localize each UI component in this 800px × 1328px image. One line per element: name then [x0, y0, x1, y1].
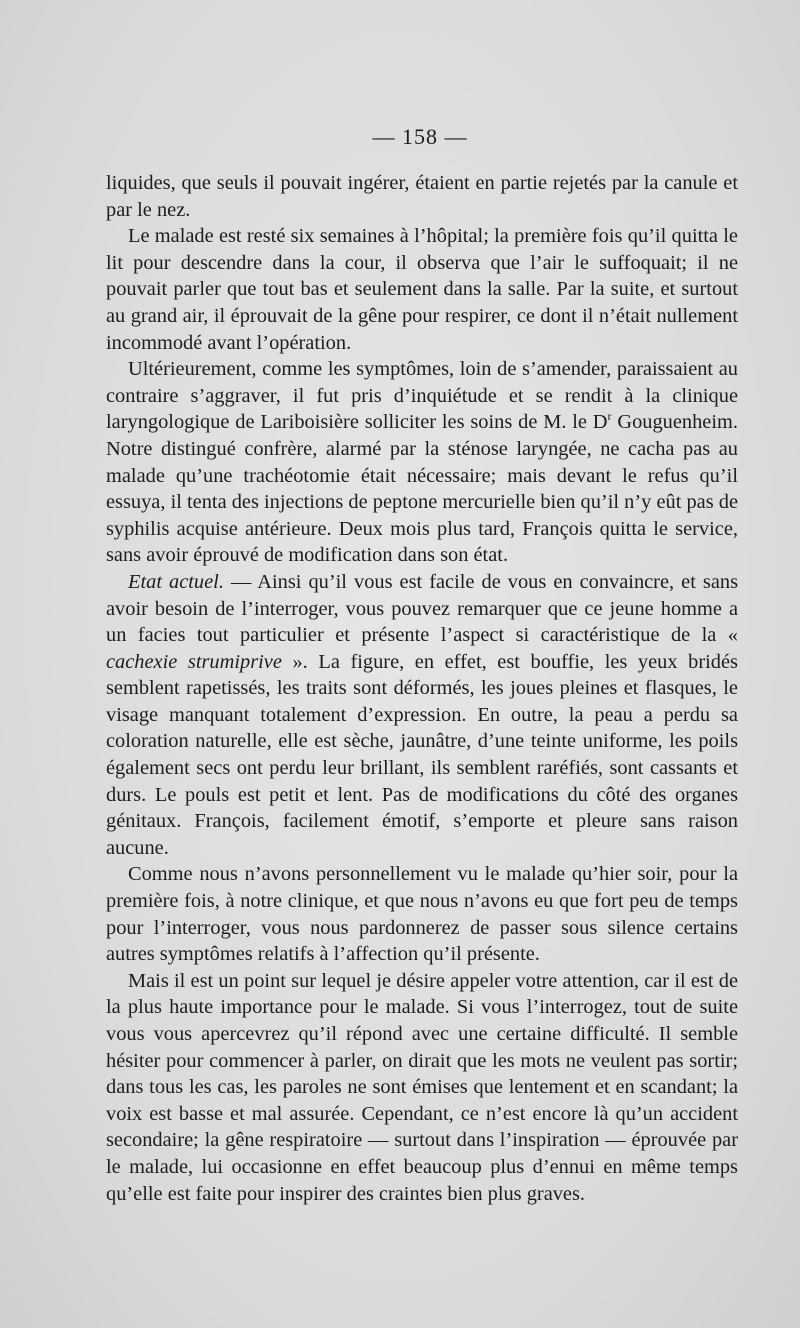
paragraph-text: Gouguenheim. Notre distingué confrère, alarmé par la sténose laryngée, ne cacha pas au malade qu’une trachéotomie était nécessaire; mais devant le refus qu’il essuya, il tenta des injections de peptone mercurielle bien qu’il n’y eût pas de syphilis acquise antérieure. Deux mois plus tard, François quitta le service, sans avoir éprouvé de modification dans son état. — [106, 411, 738, 567]
paragraph-current-state — [106, 569, 738, 862]
paragraph-text: ». La figure, en effet, est bouffie, les yeux bridés semblent rapetissés, les traits sont déformés, les joues pleines et flasques, le visage manquant totalement d’expression. En outre, la peau a perdu sa coloration naturelle, elle est sèche, jaunâtre, d’une teinte uniforme, les poils également secs ont perdu leur brillant, ils semblent raréfiés, sont cassants et durs. Le pouls est petit et lent. Pas de modifications du côté des organes génitaux. François, facilement émotif, s’emporte et pleure sans raison aucune. — [106, 650, 738, 859]
paragraph-text: — Ainsi qu’il vous est facile de vous en convaincre, et sans avoir besoin de l’interroger, vous pouvez remarquer que ce jeune homme a un facies tout particulier et présente l’aspect si caractéristique de la « — [106, 570, 739, 647]
page-number: — 158 — — [372, 124, 468, 149]
paragraph-text: Ultérieurement, comme les symptômes, loin de s’amender, paraissaient au contraire s’aggraver, il fut pris d’inquiétude et se rendit à la clinique laryngologique de Lariboisière solliciter les soins de M. le D — [106, 358, 738, 434]
emphasized-term: cachexie strumiprive — [106, 650, 282, 673]
paragraph-speech-difficulty: Mais il est un point sur lequel je désire appeler votre attention, car il est de la plus haute importance pour le malade. Si vous l’interrogez, tout de suite vous vous apercevrez qu’il répond avec une certaine difficulté. Il semble hésiter pour commencer à parler, on dirait que les mots ne veulent pas sortir; dans tous les cas, les paroles ne sont émises que lentement et en scandant; la voix est basse et mal assurée. Cependant, ce n’est encore là qu’un accident secondaire; la gêne respiratoire — surtout dans l’inspiration — éprouvée par le malade, lui occasionne en effet beaucoup plus d’ennui en même temps qu’elle est faite pour inspirer des craintes bien plus graves. — [106, 969, 738, 1205]
body-text — [106, 170, 738, 1207]
paragraph-clinic-visit — [106, 356, 738, 569]
paragraph-continuation: liquides, que seuls il pouvait ingérer, étaient en partie rejetés par la canule et par le nez. — [106, 172, 738, 221]
section-lead: Etat actuel. — [128, 570, 224, 593]
paragraph-hospital-stay: Le malade est resté six semaines à l’hôpital; la première fois qu’il quitta le lit pour descendre dans la cour, il observa que l’air le suffoquait; il ne pouvait parler que tout bas et seulement dans la salle. Par la suite, et surtout au grand air, il éprouvait de la gêne pour respirer, ce dont il n’était nullement incommodé avant l’opération. — [106, 225, 738, 354]
paragraph-first-visit: Comme nous n’avons personnellement vu le malade qu’hier soir, pour la première fois, à notre clinique, et que nous n’avons eu que fort peu de temps pour l’interroger, vous nous pardonnerez de passer sous silence certains autres symptômes relatifs à l’affection qu’il présente. — [106, 863, 738, 966]
superscript: r — [607, 409, 612, 424]
